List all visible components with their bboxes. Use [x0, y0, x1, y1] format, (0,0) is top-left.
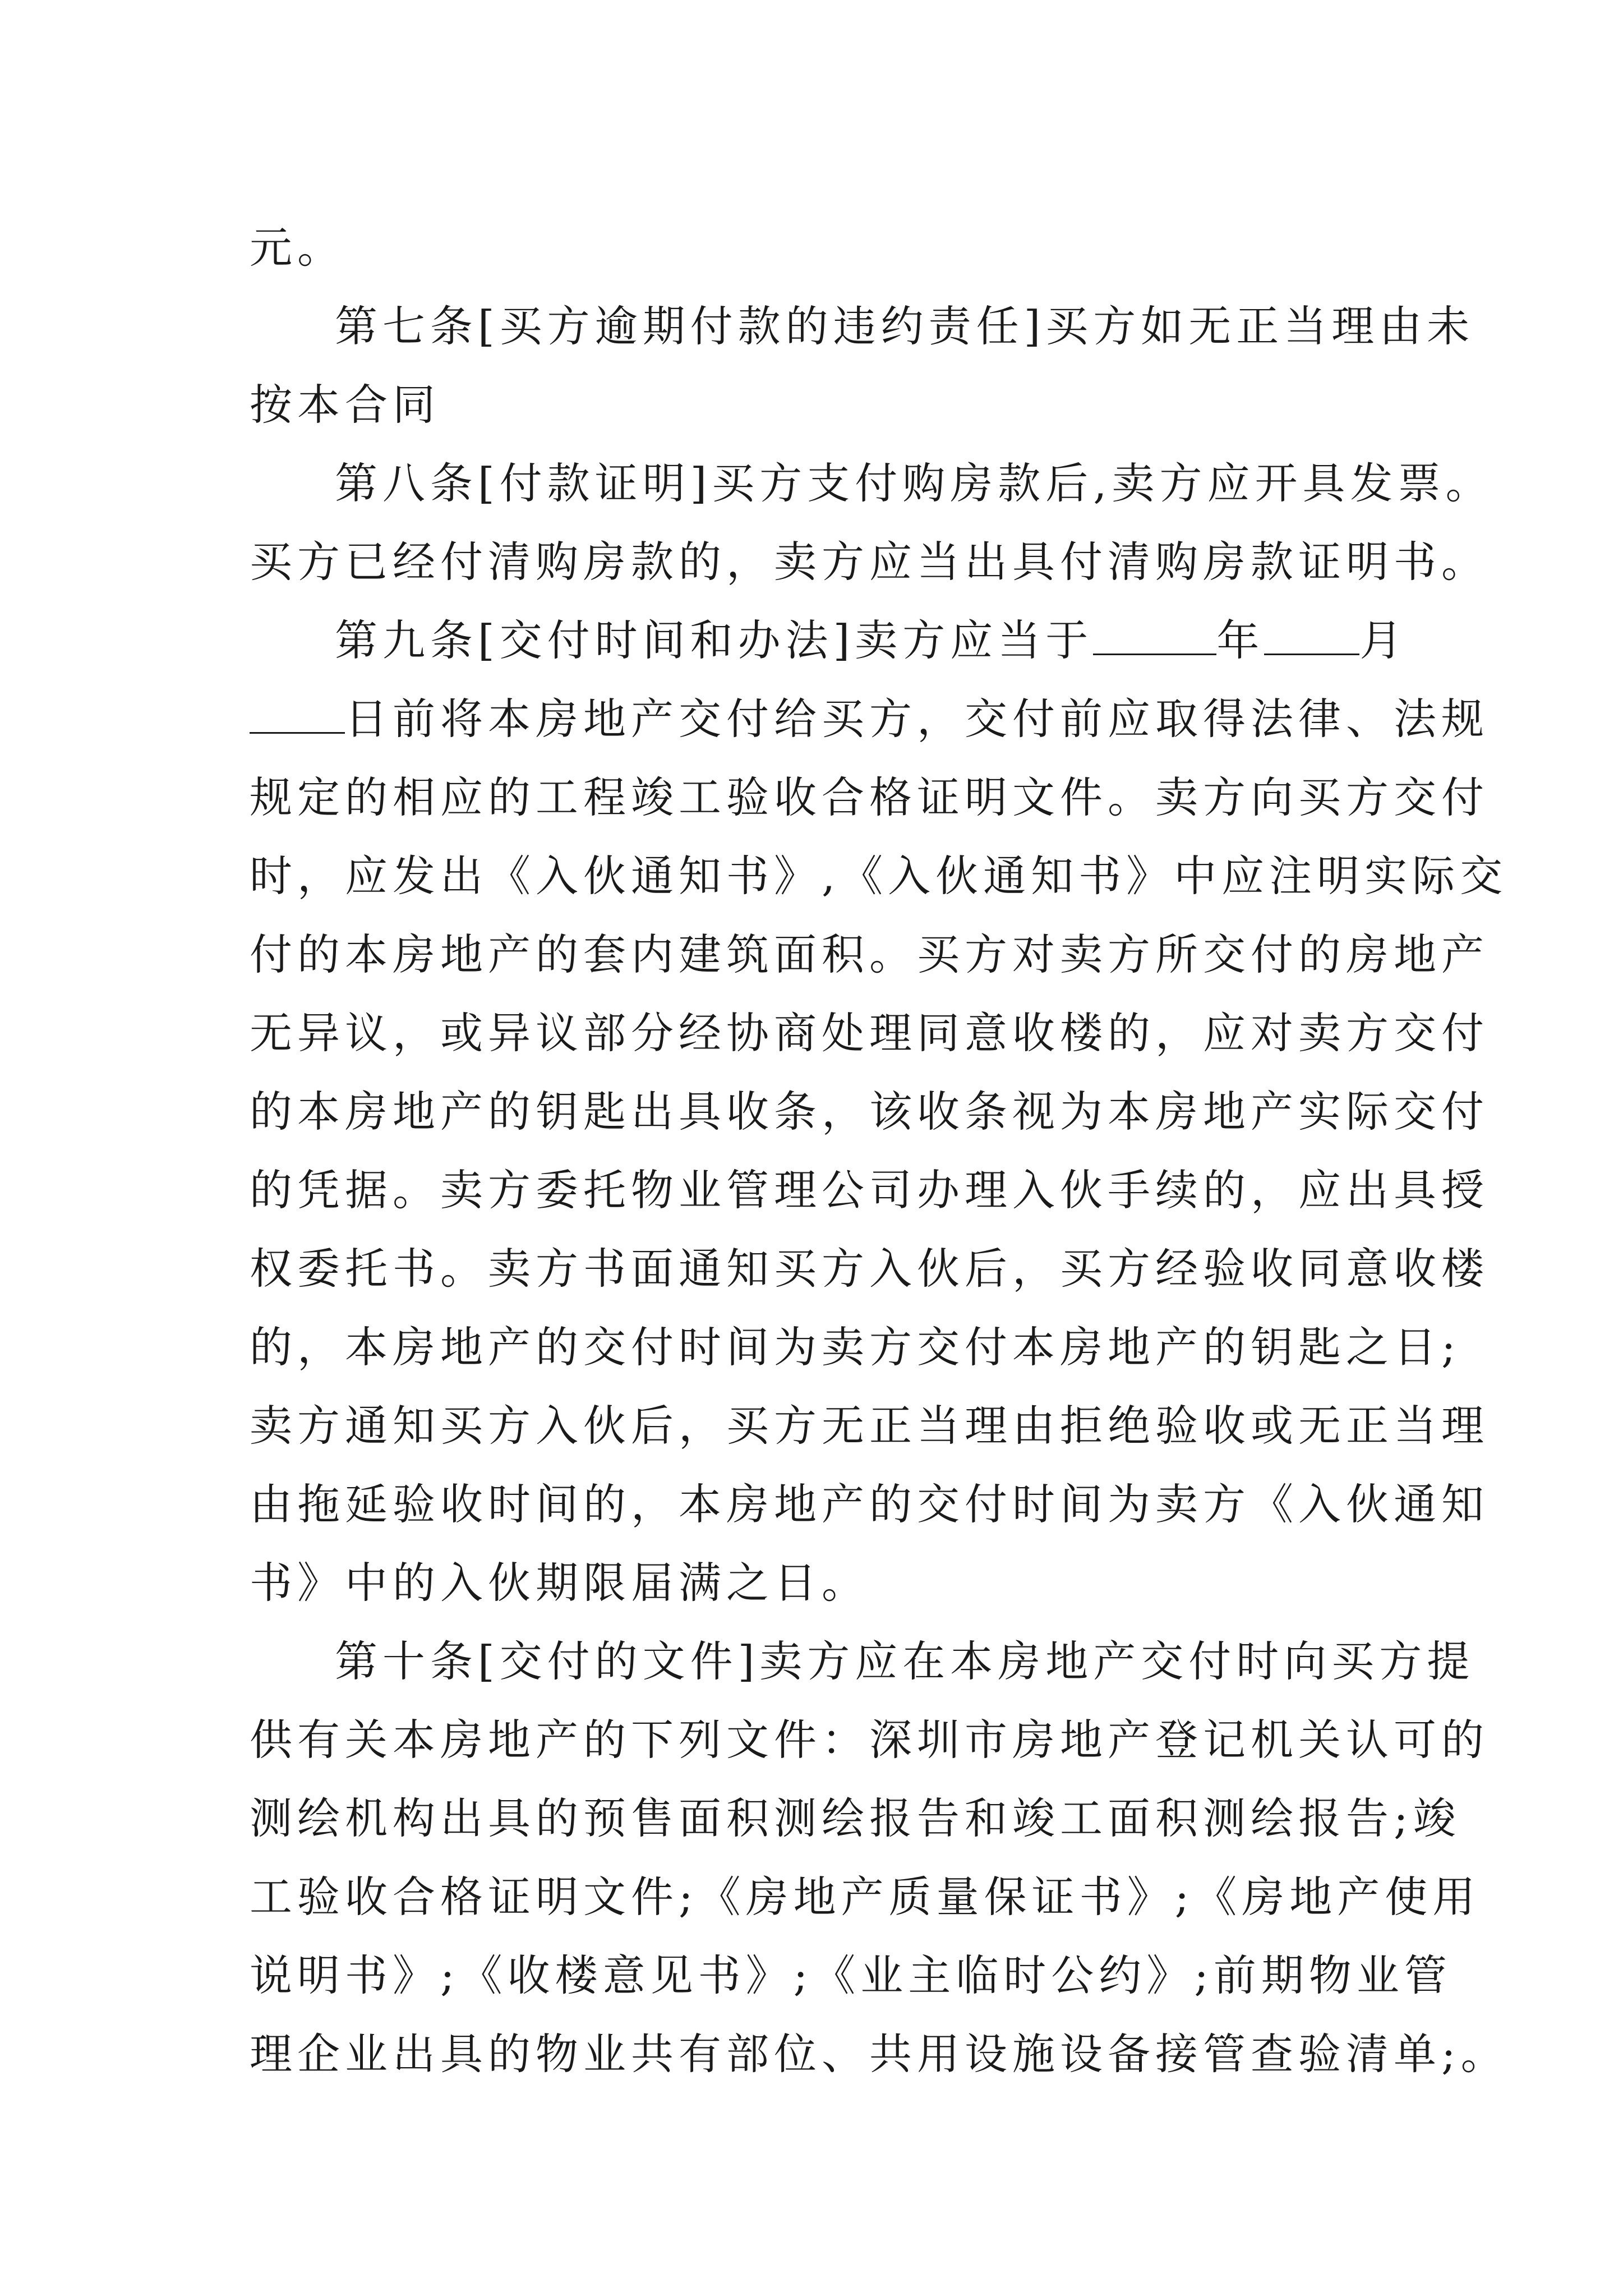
text-line: 规定的相应的工程竣工验收合格证明文件。卖方向买方交付	[250, 772, 1489, 822]
text-line: 工验收合格证明文件;《房地产质量保证书》;《房地产使用	[250, 1872, 1481, 1922]
year-blank	[1093, 614, 1216, 655]
month-label: 月	[1359, 615, 1408, 665]
text-line: 卖方通知买方入伙后，买方无正当理由拒绝验收或无正当理	[250, 1401, 1489, 1451]
text-line: 付的本房地产的套内建筑面积。买方对卖方所交付的房地产	[250, 930, 1489, 979]
contract-text	[250, 209, 1509, 2093]
text-line: 的凭据。卖方委托物业管理公司办理入伙手续的，应出具授	[250, 1165, 1489, 1215]
text-line	[250, 680, 1489, 758]
text-line: 无异议，或异议部分经协商处理同意收楼的，应对卖方交付	[250, 1008, 1489, 1058]
text-line: 供有关本房地产的下列文件：深圳市房地产登记机关认可的	[250, 1715, 1489, 1765]
year-label: 年	[1216, 615, 1265, 665]
text-line: 理企业出具的物业共有部位、共用设施设备接管查验清单;。	[250, 2029, 1509, 2079]
text-line: 由拖延验收时间的，本房地产的交付时间为卖方《入伙通知	[250, 1479, 1489, 1529]
text-line: 权委托书。卖方书面通知买方入伙后，买方经验收同意收楼	[250, 1244, 1489, 1294]
article-9-intro: 第九条[交付时间和办法]卖方应当于	[335, 615, 1094, 665]
month-blank	[1264, 614, 1359, 655]
text-line: 时，应发出《入伙通知书》,《入伙通知书》中应注明实际交	[250, 851, 1508, 901]
text-line-content: 日前将本房地产交付给买方，交付前应取得法律、法规	[345, 694, 1489, 744]
text-line: 说明书》;《收楼意见书》;《业主临时公约》;前期物业管	[250, 1950, 1452, 2000]
article-8-heading: 第八条[付款证明]买方支付购房款后,卖方应开具发票。	[335, 458, 1493, 508]
text-line: 测绘机构出具的预售面积测绘报告和竣工面积测绘报告;竣	[250, 1793, 1461, 1843]
text-line: 书》中的入伙期限届满之日。	[250, 1558, 869, 1608]
text-line: 的本房地产的钥匙出具收条，该收条视为本房地产实际交付	[250, 1087, 1489, 1137]
text-line: 按本合同	[250, 380, 440, 430]
text-line: 元。	[250, 223, 345, 273]
text-line: 买方已经付清购房款的，卖方应当出具付清购房款证明书。	[250, 537, 1489, 587]
article-9-heading	[250, 601, 1422, 680]
text-line: 的，本房地产的交付时间为卖方交付本房地产的钥匙之日;	[250, 1322, 1461, 1372]
article-7-heading: 第七条[买方逾期付款的违约责任]买方如无正当理由未	[335, 301, 1475, 351]
article-10-heading: 第十条[交付的文件]卖方应在本房地产交付时向买方提	[335, 1636, 1475, 1686]
day-blank	[250, 693, 345, 734]
